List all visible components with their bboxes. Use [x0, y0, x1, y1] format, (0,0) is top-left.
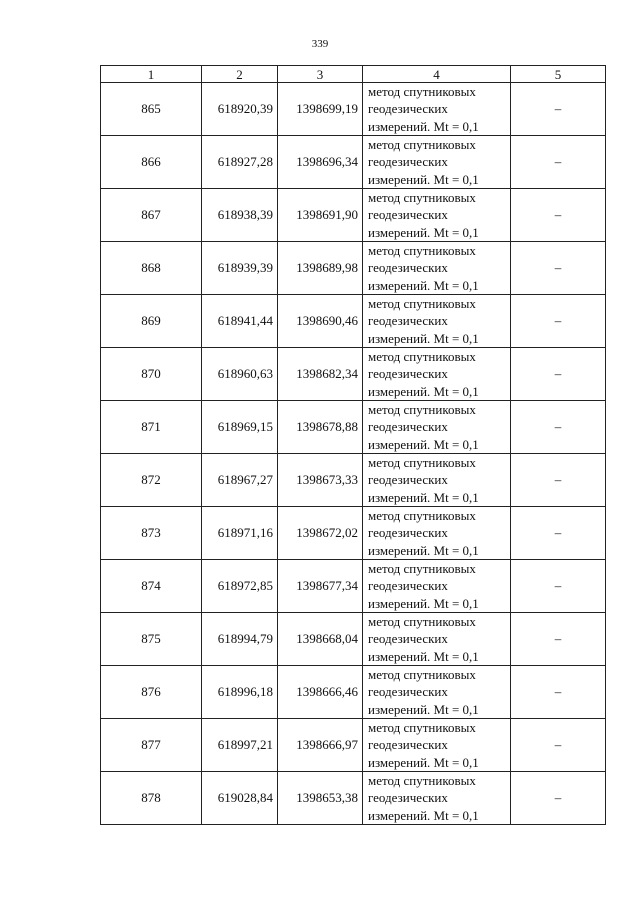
method-text-line-2: геодезических — [368, 101, 448, 117]
point-number-cell: 871 — [101, 401, 202, 454]
coordinate-y-cell: 1398677,34 — [278, 560, 363, 613]
column-header-1: 1 — [101, 66, 202, 83]
method-cell — [363, 242, 511, 295]
method-text-line-3: измерений. Mt = 0,1 — [368, 648, 479, 664]
coordinate-x-cell: 618967,27 — [202, 454, 278, 507]
table-row — [101, 348, 606, 401]
table-row — [101, 136, 606, 189]
method-cell — [363, 454, 511, 507]
point-number-cell: 877 — [101, 719, 202, 772]
method-text-line-3: измерений. Mt = 0,1 — [368, 277, 479, 293]
column-5-cell: – — [511, 454, 606, 507]
method-text-line-3: измерений. Mt = 0,1 — [368, 701, 479, 717]
table-row — [101, 401, 606, 454]
method-text-line-1: метод спутниковых — [368, 561, 476, 577]
page-number: 339 — [311, 38, 329, 50]
method-text-line-2: геодезических — [368, 578, 448, 594]
method-text-line-2: геодезических — [368, 525, 448, 541]
method-text-line-1: метод спутниковых — [368, 84, 476, 100]
method-text-line-3: измерений. Mt = 0,1 — [368, 171, 479, 187]
method-text-line-3: измерений. Mt = 0,1 — [368, 118, 479, 134]
coordinate-y-cell: 1398666,97 — [278, 719, 363, 772]
method-cell — [363, 401, 511, 454]
method-text-line-1: метод спутниковых — [368, 402, 476, 418]
coordinate-x-cell: 618920,39 — [202, 83, 278, 136]
column-header-3: 3 — [278, 66, 363, 83]
method-text-line-3: измерений. Mt = 0,1 — [368, 436, 479, 452]
table-row — [101, 613, 606, 666]
method-cell — [363, 772, 511, 825]
method-text-line-2: геодезических — [368, 419, 448, 435]
column-header-2: 2 — [202, 66, 278, 83]
method-cell — [363, 666, 511, 719]
coordinate-y-cell: 1398682,34 — [278, 348, 363, 401]
table-row — [101, 719, 606, 772]
method-text-line-3: измерений. Mt = 0,1 — [368, 330, 479, 346]
point-number-cell: 867 — [101, 189, 202, 242]
coordinate-y-cell: 1398689,98 — [278, 242, 363, 295]
column-5-cell: – — [511, 719, 606, 772]
method-text-line-3: измерений. Mt = 0,1 — [368, 754, 479, 770]
table-row — [101, 83, 606, 136]
point-number-cell: 868 — [101, 242, 202, 295]
coordinate-x-cell: 618994,79 — [202, 613, 278, 666]
table-body — [101, 83, 606, 825]
method-text-line-2: геодезических — [368, 366, 448, 382]
method-cell — [363, 719, 511, 772]
point-number-cell: 873 — [101, 507, 202, 560]
method-cell — [363, 348, 511, 401]
coordinate-y-cell: 1398690,46 — [278, 295, 363, 348]
method-text-line-3: измерений. Mt = 0,1 — [368, 807, 479, 823]
method-text-line-1: метод спутниковых — [368, 137, 476, 153]
method-cell — [363, 136, 511, 189]
column-5-cell: – — [511, 613, 606, 666]
point-number-cell: 865 — [101, 83, 202, 136]
method-text-line-1: метод спутниковых — [368, 720, 476, 736]
method-text-line-1: метод спутниковых — [368, 667, 476, 683]
table-row — [101, 666, 606, 719]
method-text-line-2: геодезических — [368, 207, 448, 223]
column-5-cell: – — [511, 242, 606, 295]
table-row — [101, 507, 606, 560]
coordinate-y-cell: 1398673,33 — [278, 454, 363, 507]
method-text-line-1: метод спутниковых — [368, 455, 476, 471]
point-number-cell: 878 — [101, 772, 202, 825]
method-text-line-3: измерений. Mt = 0,1 — [368, 489, 479, 505]
coordinate-x-cell: 618971,16 — [202, 507, 278, 560]
table-header-row — [101, 66, 606, 83]
table-row — [101, 189, 606, 242]
method-text-line-2: геодезических — [368, 790, 448, 806]
coordinates-table — [100, 65, 606, 825]
column-5-cell: – — [511, 401, 606, 454]
table-row — [101, 772, 606, 825]
method-text-line-2: геодезических — [368, 260, 448, 276]
coordinate-y-cell: 1398653,38 — [278, 772, 363, 825]
method-cell — [363, 560, 511, 613]
column-header-4: 4 — [363, 66, 511, 83]
table-row — [101, 242, 606, 295]
method-text-line-1: метод спутниковых — [368, 190, 476, 206]
coordinate-x-cell: 618969,15 — [202, 401, 278, 454]
method-text-line-2: геодезических — [368, 472, 448, 488]
method-text-line-2: геодезических — [368, 684, 448, 700]
point-number-cell: 875 — [101, 613, 202, 666]
column-header-5: 5 — [511, 66, 606, 83]
coordinate-y-cell: 1398699,19 — [278, 83, 363, 136]
coordinate-y-cell: 1398678,88 — [278, 401, 363, 454]
coordinate-x-cell: 618996,18 — [202, 666, 278, 719]
coordinate-x-cell: 618941,44 — [202, 295, 278, 348]
method-text-line-3: измерений. Mt = 0,1 — [368, 595, 479, 611]
coordinate-x-cell: 618938,39 — [202, 189, 278, 242]
coordinate-x-cell: 618939,39 — [202, 242, 278, 295]
coordinate-y-cell: 1398666,46 — [278, 666, 363, 719]
method-cell — [363, 83, 511, 136]
coordinate-y-cell: 1398691,90 — [278, 189, 363, 242]
method-text-line-2: геодезических — [368, 313, 448, 329]
method-text-line-3: измерений. Mt = 0,1 — [368, 383, 479, 399]
method-text-line-1: метод спутниковых — [368, 614, 476, 630]
column-5-cell: – — [511, 772, 606, 825]
coordinate-x-cell: 618927,28 — [202, 136, 278, 189]
column-5-cell: – — [511, 295, 606, 348]
coordinate-y-cell: 1398672,02 — [278, 507, 363, 560]
column-5-cell: – — [511, 560, 606, 613]
method-cell — [363, 507, 511, 560]
point-number-cell: 874 — [101, 560, 202, 613]
column-5-cell: – — [511, 666, 606, 719]
method-cell — [363, 613, 511, 666]
method-text-line-1: метод спутниковых — [368, 296, 476, 312]
table-row — [101, 454, 606, 507]
table-row — [101, 295, 606, 348]
coordinate-x-cell: 618972,85 — [202, 560, 278, 613]
point-number-cell: 872 — [101, 454, 202, 507]
column-5-cell: – — [511, 507, 606, 560]
point-number-cell: 870 — [101, 348, 202, 401]
method-cell — [363, 295, 511, 348]
method-text-line-1: метод спутниковых — [368, 243, 476, 259]
method-text-line-2: геодезических — [368, 631, 448, 647]
point-number-cell: 866 — [101, 136, 202, 189]
column-5-cell: – — [511, 83, 606, 136]
coordinate-x-cell: 618960,63 — [202, 348, 278, 401]
method-text-line-1: метод спутниковых — [368, 349, 476, 365]
point-number-cell: 876 — [101, 666, 202, 719]
coordinate-y-cell: 1398668,04 — [278, 613, 363, 666]
coordinate-x-cell: 619028,84 — [202, 772, 278, 825]
method-text-line-3: измерений. Mt = 0,1 — [368, 542, 479, 558]
point-number-cell: 869 — [101, 295, 202, 348]
coordinate-x-cell: 618997,21 — [202, 719, 278, 772]
method-text-line-2: геодезических — [368, 737, 448, 753]
coordinate-y-cell: 1398696,34 — [278, 136, 363, 189]
method-text-line-1: метод спутниковых — [368, 773, 476, 789]
column-5-cell: – — [511, 348, 606, 401]
method-text-line-1: метод спутниковых — [368, 508, 476, 524]
column-5-cell: – — [511, 189, 606, 242]
column-5-cell: – — [511, 136, 606, 189]
method-cell — [363, 189, 511, 242]
table-row — [101, 560, 606, 613]
method-text-line-2: геодезических — [368, 154, 448, 170]
method-text-line-3: измерений. Mt = 0,1 — [368, 224, 479, 240]
